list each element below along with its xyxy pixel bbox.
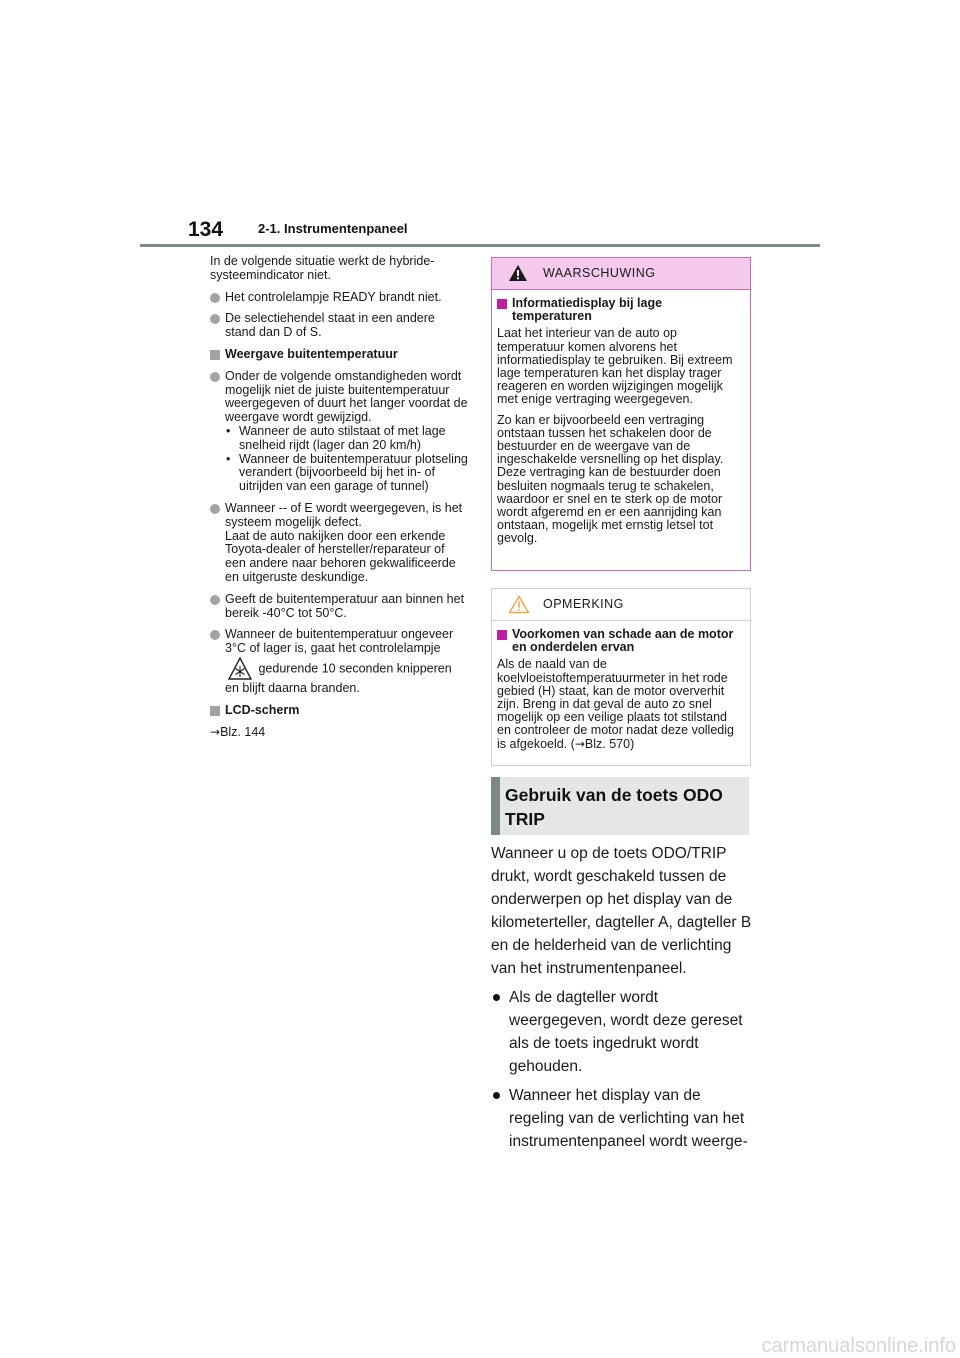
warning-paragraph: Zo kan er bijvoorbeeld een vertraging ontstaan tussen het schakelen door de bestuurder en de weergave van de ingeschakelde versnelling op het display. Deze vertraging kan de bestuurder doen besluiten nogmaals terug te schakelen, waardoor er snel en te sterk op de motor wordt afgeremd en er een aanrijding kan ontstaan, mogelijk met ernstig letsel tot gevolg. xyxy=(497,412,724,546)
header-divider xyxy=(140,244,820,247)
bullet-dot-icon xyxy=(210,504,220,514)
list-item: Geeft de buitentemperatuur aan binnen het bereik -40°C tot 50°C. xyxy=(210,593,468,621)
square-bullet-icon xyxy=(497,299,507,309)
note-paragraph: Als de naald van de koelvloeistoftemperatuurmeter in het rode gebied (H) staat, kan de motor oververhit zijn. Breng in dat geval de auto zo snel mogelijk op een veilige plaats tot stilstand en controleer de motor nadat deze volledig is afgekoeld. (→Blz. 570) xyxy=(497,657,734,751)
square-bullet-icon xyxy=(210,350,220,360)
lcd-reference xyxy=(210,726,468,740)
bullet-dot-icon xyxy=(493,1092,500,1099)
section-heading-text: Gebruik van de toets ODO TRIP xyxy=(505,785,723,829)
note-box-header xyxy=(492,589,750,621)
bullet-dot-icon xyxy=(210,314,220,324)
bullet-dot-icon xyxy=(210,630,220,640)
sub-list-item: • Wanneer de buitentemperatuur plotseling verandert (bijvoorbeeld bij het in- of uitrijden van een garage of tunnel) xyxy=(226,451,468,494)
page-header xyxy=(140,210,820,246)
warning-subheading: Informatiedisplay bij lage temperaturen xyxy=(497,297,744,323)
arrow-right-icon: → xyxy=(574,736,585,751)
odo-trip-body xyxy=(491,842,753,1159)
subheading-lcd: LCD-scherm xyxy=(210,704,468,718)
left-column xyxy=(210,255,468,747)
page-reference-link[interactable]: Blz. 144 xyxy=(220,724,266,739)
list-item: Wanneer de buitentemperatuur ongeveer 3°C of lager is, gaat het controlelampje gedurende 10 seconden knipperen en blijft daarna branden. xyxy=(210,628,468,695)
square-bullet-icon xyxy=(210,706,220,716)
warning-paragraph: Laat het interieur van de auto op temperatuur komen alvorens het informatiedisplay te gebruiken. Bij extreem lage temperaturen kan het display trager reageren en worden wijzigingen mogelijk met enige vertraging weergegeven. xyxy=(497,326,733,407)
bullet-dot-icon xyxy=(210,372,220,382)
subheading-outside-temperature: Weergave buitentemperatuur xyxy=(210,348,468,362)
list-item: Wanneer -- of E wordt weergegeven, is het systeem mogelijk defect. Laat de auto nakijken door een erkende Toyota-dealer of hersteller/reparateur of een andere naar behoren gekwalificeerde en uitgeruste deskundige. xyxy=(210,502,468,585)
note-body xyxy=(492,621,750,751)
intro-paragraph: In de volgende situatie werkt de hybride-systeemindicator niet. xyxy=(210,254,435,282)
caution-outline-icon xyxy=(508,595,530,614)
note-subheading: Voorkomen van schade aan de motor en onderdelen ervan xyxy=(497,628,744,654)
warning-body xyxy=(492,290,750,546)
list-item: Het controlelampje READY brandt niet. xyxy=(210,291,468,305)
section-heading-bar xyxy=(491,777,500,835)
page-reference-link[interactable]: Blz. 570 xyxy=(584,736,631,751)
square-bullet-icon xyxy=(497,630,507,640)
arrow-right-icon: → xyxy=(210,724,221,739)
list-item: Als de dagteller wordt weergegeven, wordt deze gereset als de toets ingedrukt wordt gehouden. xyxy=(491,986,753,1078)
watermark: carmanualsonline.info xyxy=(761,1335,956,1357)
note-box xyxy=(491,588,751,766)
bullet-dot-icon xyxy=(210,595,220,605)
warning-box xyxy=(491,257,751,571)
section-heading-odo-trip xyxy=(491,777,749,835)
ice-road-warning-icon xyxy=(227,656,253,682)
page-number: 134 xyxy=(188,218,224,241)
odo-intro-paragraph: Wanneer u op de toets ODO/TRIP drukt, wordt geschakeld tussen de onderwerpen op het display van de kilometerteller, dagteller A, dagteller B en de helderheid van de verlichting van het instrumentenpaneel. xyxy=(491,845,752,977)
list-item: Wanneer het display van de regeling van de verlichting van het instrumentenpaneel wordt weerge- xyxy=(491,1084,753,1153)
warning-title: WAARSCHUWING xyxy=(543,266,656,280)
bullet-dot-icon xyxy=(210,293,220,303)
list-item: Onder de volgende omstandigheden wordt mogelijk niet de juiste buitentemperatuur weergegeven of duurt het langer voordat de weergave wordt gewijzigd. • Wanneer de auto stilstaat of met lage snelheid rijdt (lager dan 20 km/h) • Wanneer de buitentemperatuur plotseling verandert (bijvoorbeeld bij het in- of uitrijden van een garage of tunnel) xyxy=(210,370,468,494)
list-item: De selectiehendel staat in een andere stand dan D of S. xyxy=(210,312,468,340)
warning-box-header xyxy=(492,258,750,290)
bullet-dot-icon xyxy=(493,994,500,1001)
section-title: 2-1. Instrumentenpaneel xyxy=(258,221,408,236)
sub-list-item: • Wanneer de auto stilstaat of met lage snelheid rijdt (lager dan 20 km/h) xyxy=(226,423,446,452)
note-title: OPMERKING xyxy=(543,597,624,611)
warning-triangle-icon xyxy=(508,264,528,282)
